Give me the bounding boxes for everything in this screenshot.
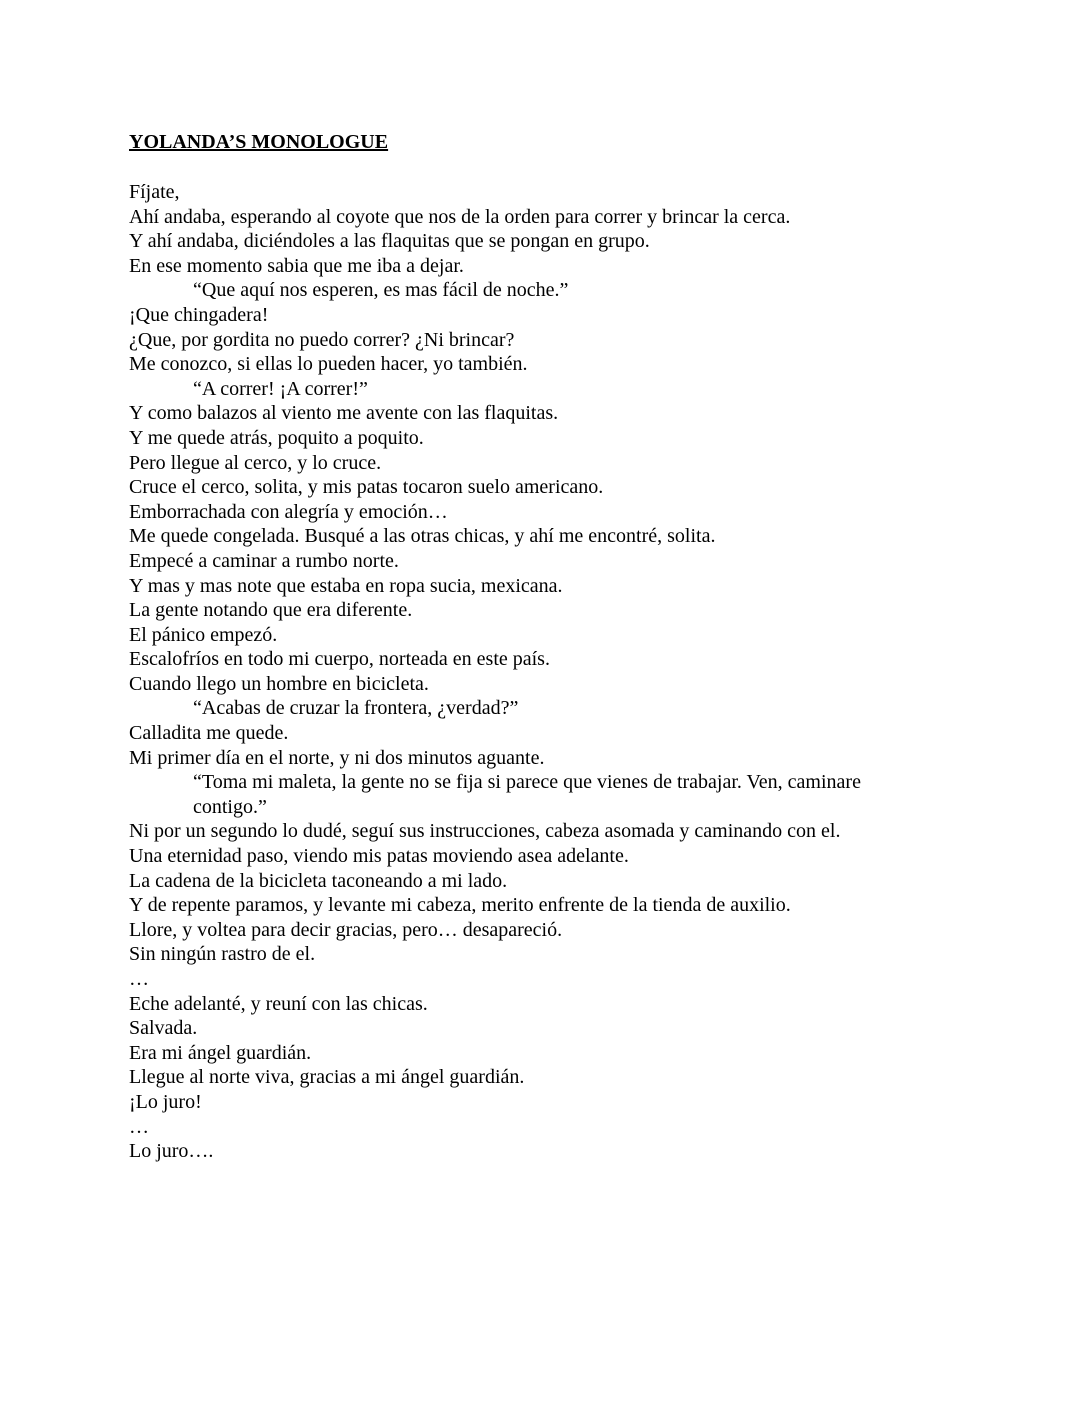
monologue-line: Empecé a caminar a rumbo norte. bbox=[129, 549, 399, 572]
monologue-line: Me quede congelada. Busqué a las otras chicas, y ahí me encontré, solita. bbox=[129, 525, 716, 548]
monologue-line: La cadena de la bicicleta taconeando a mi lado. bbox=[129, 869, 508, 892]
dialogue-line: “Acabas de cruzar la frontera, ¿verdad?” bbox=[193, 697, 519, 720]
monologue-line: Llore, y voltea para decir gracias, pero… desapareció. bbox=[129, 918, 563, 941]
dialogue-line: “Que aquí nos esperen, es mas fácil de noche.” bbox=[193, 279, 569, 302]
monologue-line: Mi primer día en el norte, y ni dos minutos aguante. bbox=[129, 746, 545, 769]
monologue-line: Eche adelanté, y reuní con las chicas. bbox=[129, 992, 428, 1015]
dialogue-line: contigo.” bbox=[193, 795, 267, 818]
monologue-line: Me conozco, si ellas lo pueden hacer, yo también. bbox=[129, 353, 528, 376]
monologue-line: Salvada. bbox=[129, 1017, 198, 1040]
monologue-line: ¡Que chingadera! bbox=[129, 303, 269, 326]
monologue-line: Y ahí andaba, diciéndoles a las flaquitas que se pongan en grupo. bbox=[129, 230, 650, 253]
dialogue-line: “Toma mi maleta, la gente no se fija si parece que vienes de trabajar. Ven, caminare bbox=[193, 771, 861, 794]
monologue-body bbox=[129, 180, 949, 1164]
monologue-line: Pero llegue al cerco, y lo cruce. bbox=[129, 451, 382, 474]
monologue-line: Y de repente paramos, y levante mi cabeza, merito enfrente de la tienda de auxilio. bbox=[129, 894, 791, 917]
monologue-line: Ahí andaba, esperando al coyote que nos de la orden para correr y brincar la cerca. bbox=[129, 205, 791, 228]
monologue-line: Fíjate, bbox=[129, 181, 180, 203]
monologue-line: ¿Que, por gordita no puedo correr? ¿Ni brincar? bbox=[129, 328, 515, 351]
monologue-line: Sin ningún rastro de el. bbox=[129, 943, 316, 966]
monologue-line: Cruce el cerco, solita, y mis patas tocaron suelo americano. bbox=[129, 476, 604, 499]
monologue-line: Ni por un segundo lo dudé, seguí sus instrucciones, cabeza asomada y caminando con el. bbox=[129, 820, 841, 843]
monologue-line: Lo juro…. bbox=[129, 1140, 214, 1163]
monologue-line: Y mas y mas note que estaba en ropa sucia, mexicana. bbox=[129, 574, 563, 597]
monologue-line: Emborrachada con alegría y emoción… bbox=[129, 500, 448, 523]
monologue-line: Y me quede atrás, poquito a poquito. bbox=[129, 426, 424, 449]
monologue-line: El pánico empezó. bbox=[129, 623, 278, 646]
monologue-line: Y como balazos al viento me avente con las flaquitas. bbox=[129, 402, 559, 425]
monologue-line: Llegue al norte viva, gracias a mi ángel guardián. bbox=[129, 1066, 525, 1089]
monologue-line: Una eternidad paso, viendo mis patas moviendo asea adelante. bbox=[129, 845, 629, 868]
monologue-line: La gente notando que era diferente. bbox=[129, 599, 413, 622]
monologue-line: Calladita me quede. bbox=[129, 722, 289, 745]
monologue-line: … bbox=[129, 1115, 149, 1138]
monologue-line: … bbox=[129, 968, 149, 990]
monologue-line: En ese momento sabia que me iba a dejar. bbox=[129, 254, 464, 277]
monologue-line: Era mi ángel guardián. bbox=[129, 1041, 312, 1064]
page-title: YOLANDA’S MONOLOGUE bbox=[129, 131, 389, 153]
monologue-line: ¡Lo juro! bbox=[129, 1090, 202, 1113]
monologue-line: Cuando llego un hombre en bicicleta. bbox=[129, 672, 429, 695]
dialogue-line: “A correr! ¡A correr!” bbox=[193, 377, 368, 400]
monologue-line: Escalofríos en todo mi cuerpo, norteada en este país. bbox=[129, 648, 550, 671]
